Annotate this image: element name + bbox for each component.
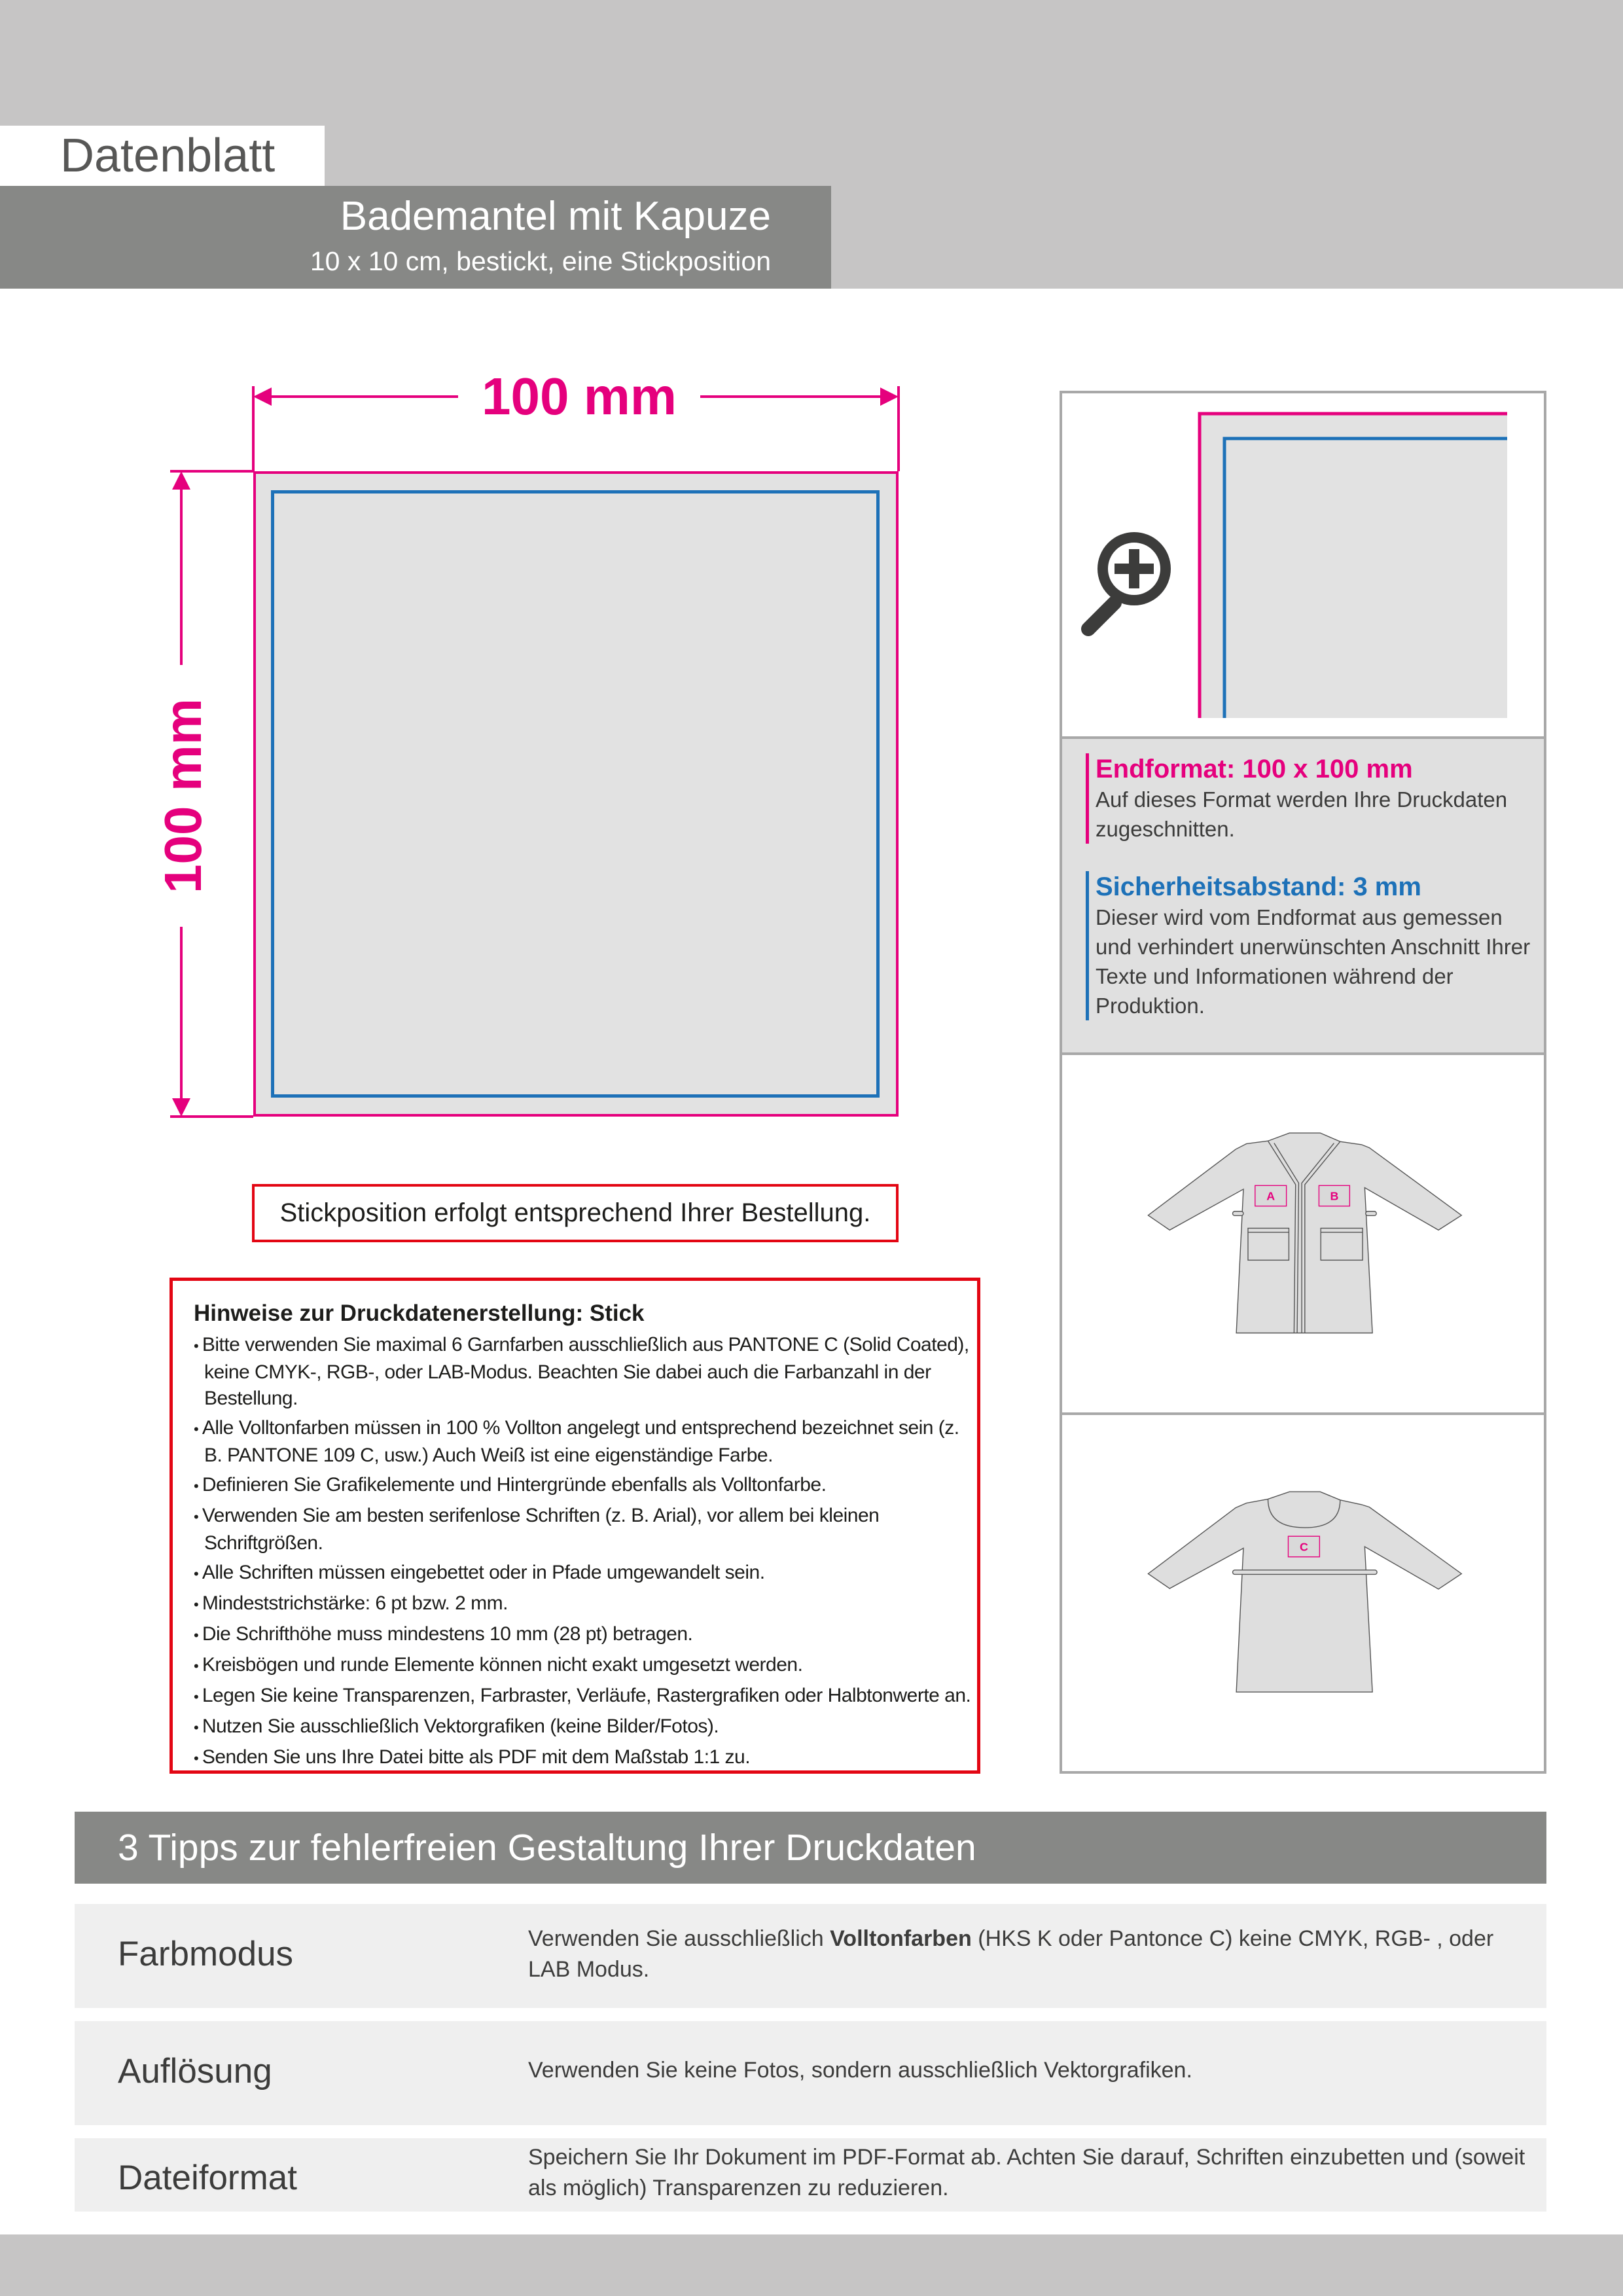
tip-row-aufloesung [75, 2021, 1546, 2125]
position-a-label: A [1266, 1189, 1275, 1203]
tip-label: Auflösung [118, 2052, 272, 2090]
endformat-info [1086, 753, 1544, 844]
height-label: 100 mm [153, 665, 213, 927]
robe-back-view [1062, 1415, 1544, 1774]
tip-row-dateiformat [75, 2138, 1546, 2212]
hint-item: • Verwenden Sie am besten serifenlose Schriften (z. B. Arial), vor allem bei kleinen Schriftgrößen. [194, 1503, 977, 1556]
zoom-detail [1062, 393, 1544, 739]
hint-item: • Senden Sie uns Ihre Datei bitte als PDF mit dem Maßstab 1:1 zu. [194, 1744, 977, 1772]
tip-label: Farbmodus [118, 1935, 294, 1973]
hint-item: • Definieren Sie Grafikelemente und Hintergründe ebenfalls als Volltonfarbe. [194, 1472, 977, 1499]
hint-item: • Legen Sie keine Transparenzen, Farbraster, Verläufe, Rastergrafiken oder Halbtonwerte an. [194, 1683, 977, 1710]
product-title: Bademantel mit Kapuze [340, 194, 771, 239]
hint-item: • Kreisbögen und runde Elemente können nicht exakt umgesetzt werden. [194, 1652, 977, 1679]
hint-item: • Bitte verwenden Sie maximal 6 Garnfarben ausschließlich aus PANTONE C (Solid Coated), keine CMYK-, RGB-, oder LAB-Modus. Beachten Sie dabei auch die Farbanzahl in der Bestellung. [194, 1332, 977, 1412]
robe-back-graphic [1062, 1415, 1544, 1772]
tip-text: (HKS K oder Pantonce C) keine CMYK, RGB- , oder LAB Modus. [528, 1926, 1494, 1982]
tip-text-bold: Volltonfarben [830, 1926, 972, 1951]
hint-item: • Nutzen Sie ausschließlich Vektorgrafiken (keine Bilder/Fotos). [194, 1713, 977, 1741]
hint-item: • Alle Volltonfarben müssen in 100 % Vollton angelegt und entsprechend bezeichnet sein (z. B. PANTONE 109 C, usw.) Auch Weiß ist eine eigenständige Farbe. [194, 1415, 977, 1469]
tip-row-farbmodus [75, 1904, 1546, 2008]
position-b-label: B [1330, 1189, 1339, 1203]
stick-position-note: Stickposition erfolgt entsprechend Ihrer Bestellung. [252, 1184, 899, 1242]
corner-detail-graphic [1062, 393, 1544, 736]
tips-banner: 3 Tipps zur fehlerfreien Gestaltung Ihrer Druckdaten [75, 1812, 1546, 1884]
safety-text: Dieser wird vom Endformat aus gemessen und verhindert unerwünschten Anschnitt Ihrer Texte und Informationen während der Produktion. [1096, 905, 1531, 1018]
hints-box [169, 1278, 980, 1774]
footer-band [0, 2234, 1623, 2296]
safety-area [271, 490, 880, 1098]
doc-type-label: Datenblatt [0, 126, 325, 186]
hint-item: • Mindeststrichstärke: 6 pt bzw. 2 mm. [194, 1590, 977, 1618]
tip-description: Speichern Sie Ihr Dokument im PDF-Format ab. Achten Sie darauf, Schriften einzubetten und (soweit als möglich) Transparenzen zu reduzieren. [528, 2145, 1525, 2200]
tip-description: Verwenden Sie keine Fotos, sondern ausschließlich Vektorgrafiken. [528, 2058, 1192, 2083]
position-c-label: C [1299, 1540, 1308, 1554]
hint-item: • Die Schrifthöhe muss mindestens 10 mm (28 pt) betragen. [194, 1621, 977, 1649]
product-subtitle: 10 x 10 cm, bestickt, eine Stickposition [310, 246, 771, 276]
format-info [1062, 739, 1544, 1055]
info-panel [1060, 391, 1546, 1774]
tip-label: Dateiformat [118, 2159, 297, 2197]
hints-title: Hinweise zur Druckdatenerstellung: Stick [194, 1300, 645, 1326]
endformat-text: Auf dieses Format werden Ihre Druckdaten zugeschnitten. [1096, 787, 1508, 841]
hint-item: • Alle Schriften müssen eingebettet oder in Pfade umgewandelt sein. [194, 1560, 977, 1587]
robe-front-view [1062, 1055, 1544, 1415]
hints-list [194, 1332, 977, 1772]
tip-text: Verwenden Sie ausschließlich [528, 1926, 830, 1951]
robe-front-graphic [1062, 1055, 1544, 1412]
zoom-in-icon [1088, 537, 1166, 629]
tip-description [528, 1924, 1529, 1985]
safety-info [1086, 871, 1544, 1020]
safety-title: Sicherheitsabstand: 3 mm [1096, 872, 1421, 901]
endformat-title: Endformat: 100 x 100 mm [1096, 755, 1413, 783]
width-label: 100 mm [458, 367, 700, 427]
